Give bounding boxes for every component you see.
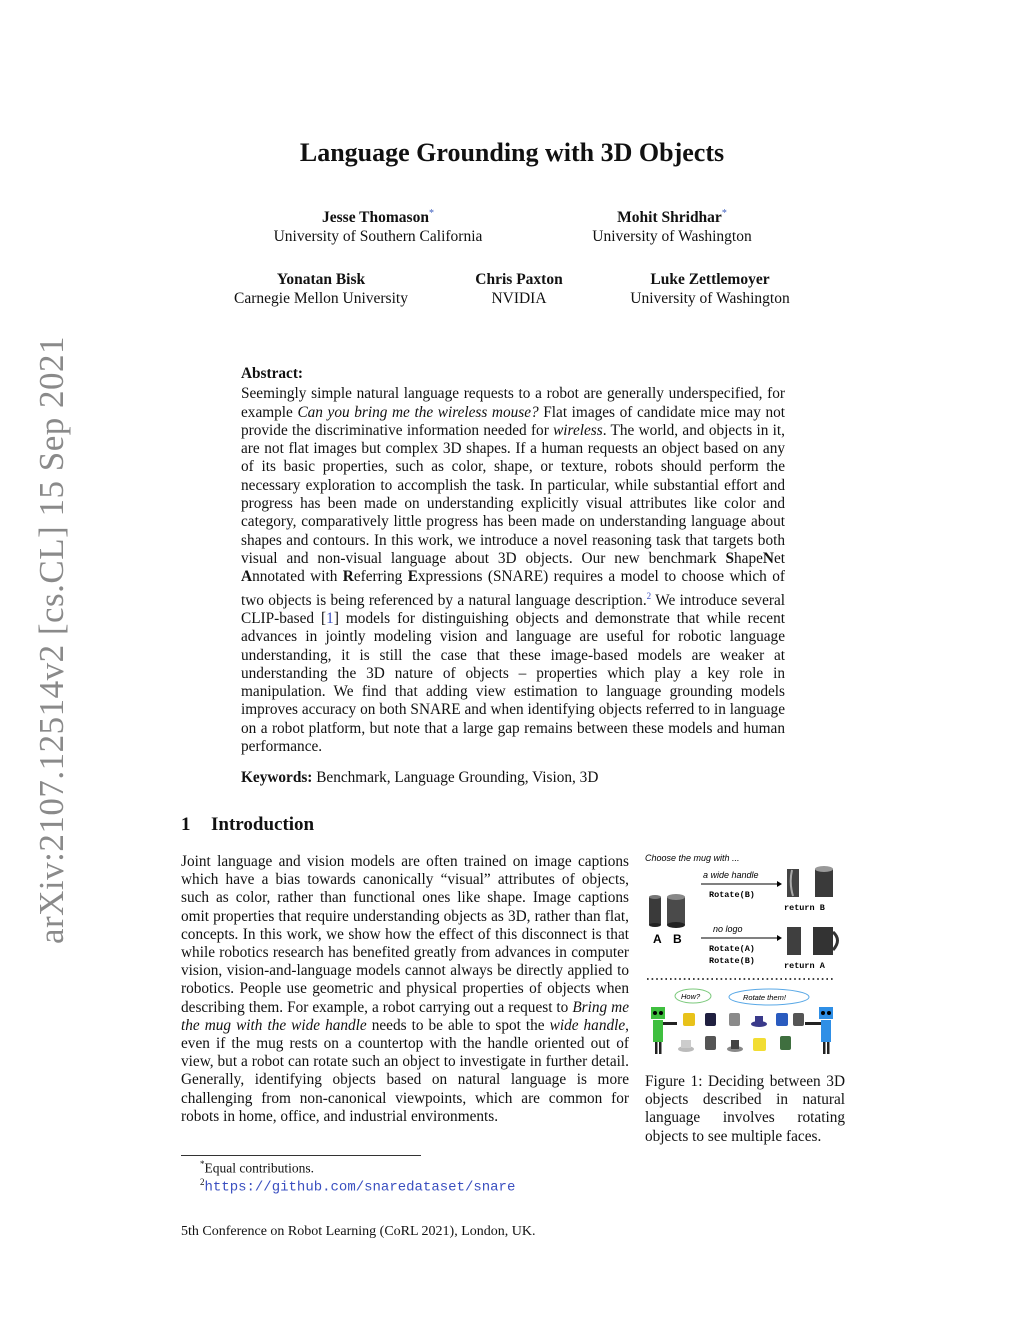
- footnote-1: [200, 1159, 314, 1177]
- human-icon: [805, 1007, 833, 1054]
- abstract-text: hape: [734, 549, 763, 567]
- robot-icon: [651, 1007, 677, 1054]
- abstract-emphasis: wireless: [553, 421, 603, 439]
- author-block: [211, 270, 431, 308]
- mug-collection-icon: [678, 1013, 804, 1052]
- keywords-label: Keywords:: [241, 769, 313, 786]
- abstract-body: [241, 385, 785, 756]
- mug-a-icon: [649, 895, 661, 927]
- author-mark: *: [428, 208, 434, 219]
- section-title: Introduction: [211, 814, 315, 835]
- author-block: [557, 204, 787, 246]
- acronym-letter: S: [725, 549, 734, 567]
- figure-1: [643, 850, 843, 1065]
- label-b: B: [673, 932, 682, 946]
- section-heading: [181, 814, 314, 836]
- abstract-text: et: [773, 549, 785, 567]
- section-number: 1: [181, 814, 191, 835]
- intro-text: , even if the mug rests on a countertop with the handle oriented out of view, but a robot can rotate such an object to investigate in further detail. Generally, identifying objects based on natural language is more challenging from non-canonical viewpoints, which are common for robots in home, office, and industrial environments.: [181, 1016, 629, 1125]
- acronym-letter: N: [762, 549, 774, 567]
- abstract-text: Flat images of candidate mice may not provide the discriminative information needed for: [241, 403, 786, 439]
- footnote-link[interactable]: 2: [646, 590, 652, 601]
- author-name: Mohit Shridhar: [617, 209, 722, 227]
- author-name: Luke Zettlemoyer: [650, 271, 770, 288]
- desc-wide-handle: a wide handle: [703, 870, 759, 880]
- intro-emphasis: Bring me the mug with the wide handle: [181, 998, 629, 1034]
- author-block: [228, 204, 528, 246]
- author-mark: *: [721, 208, 727, 219]
- author-affiliation: University of Washington: [592, 228, 752, 246]
- author-name: Jesse Thomason: [322, 209, 429, 227]
- footnote-mark: *: [200, 1159, 205, 1169]
- abstract-text: eferring: [353, 568, 408, 586]
- arrow-head-icon: [777, 881, 782, 887]
- intro-text: Joint language and vision models are often trained on image captions which have a bias towards canonically “visual” attributes of objects, such as color, rather than functional ones like shape. Image captions omit properties that require understanding objects as 3D, rather than flat, concepts. In this work, we show how the effect of this disconnect is that while robotics research has benefited greatly from advances in computer vision, vision-and-language models cannot always be directly applied to robotics. People use geometric and physical properties of objects when describing them. For example, a robot carrying out a request to: [181, 853, 629, 1016]
- author-affiliation: Carnegie Mellon University: [234, 290, 408, 307]
- author-block: [444, 270, 594, 308]
- bubble-rotate-text: Rotate them!: [743, 993, 786, 1002]
- footnote-2: [200, 1177, 515, 1196]
- abstract-text: ] models for distinguishing objects and demonstrate that while recent advances in jointly modeling vision and language are useful for robotic language understanding, it is still the case that these image-based models are weaker at understanding the 3D nature of objects – properties which play a key role in manipulation. We find that adding view estimation to language grounding models improves accuracy on both SNARE and when identifying objects referred to in language on a robot platform, but note that a large gap remains between these models and human performance.: [241, 609, 785, 756]
- abstract-text: nnotated with: [252, 568, 343, 586]
- intro-emphasis: wide handle: [549, 1016, 626, 1034]
- abstract-text: Seemingly simple natural language requests to a robot are generally underspecified, for example: [241, 385, 785, 421]
- arxiv-sidebar: arXiv:2107.12514v2 [cs.CL] 15 Sep 2021: [32, 335, 71, 945]
- figure-caption: Figure 1: Deciding between 3D objects described in natural language involves rotating objects to see multiple faces.: [645, 1073, 845, 1145]
- footnote-url-link[interactable]: https://github.com/snaredataset/snare: [204, 1179, 516, 1196]
- abstract-text: We introduce several CLIP-based [: [241, 591, 785, 627]
- mug-logo-icon: [787, 927, 838, 955]
- author-block: [605, 270, 815, 308]
- abstract-text: (SNARE) requires a model to choose which of two objects is being referenced by a natural language description.: [241, 568, 785, 609]
- abstract-emphasis: Can you bring me the wireless mouse?: [297, 403, 539, 421]
- author-affiliation: University of Washington: [630, 290, 790, 307]
- venue-line: 5th Conference on Robot Learning (CoRL 2021), London, UK.: [181, 1224, 536, 1239]
- arrow-head-icon: [777, 935, 782, 941]
- abstract-heading: Abstract:: [241, 365, 304, 382]
- footnote-text: Equal contributions.: [204, 1160, 314, 1176]
- author-affiliation: NVIDIA: [491, 290, 547, 307]
- bubble-how-text: How?: [681, 992, 701, 1001]
- action-rotate-b: Rotate(B): [709, 956, 755, 966]
- footnote-mark: 2: [200, 1177, 205, 1187]
- paper-title: Language Grounding with 3D Objects: [299, 138, 725, 167]
- action-rotate-a: Rotate(A): [709, 944, 755, 954]
- intro-text: needs to be able to spot the: [366, 1016, 550, 1034]
- keywords-text: Benchmark, Language Grounding, Vision, 3D: [312, 769, 599, 786]
- footnote-rule: [181, 1155, 421, 1156]
- keywords: [241, 769, 801, 787]
- author-name: Chris Paxton: [475, 271, 563, 288]
- return-a: return A: [784, 961, 825, 971]
- abstract-text: xpressions: [417, 568, 483, 586]
- return-b: return B: [784, 903, 825, 913]
- acronym-letter: E: [407, 568, 418, 586]
- author-affiliation: University of Southern California: [273, 228, 483, 246]
- acronym-letter: A: [241, 568, 253, 586]
- intro-paragraph: [181, 853, 629, 1126]
- figure-prompt: Choose the mug with ...: [645, 853, 740, 863]
- author-name: Yonatan Bisk: [276, 271, 366, 288]
- abstract-text: . The world, and objects in it, are not flat images but complex 3D shapes. If a human requests an object based on any of its basic properties, such as color, shape, or texture, robots should perform the necessary exploration to accomplish the task. In particular, while substantial effort and progress has been made on understanding explicitly visual attributes like color and category, comparatively little progress has been made on understanding language about shapes and contours. In this work, we introduce a novel reasoning task that targets both visual and non-visual language about 3D objects. Our new benchmark: [241, 421, 785, 567]
- label-a: A: [653, 932, 662, 946]
- mug-rotated-icon: [787, 866, 833, 897]
- citation-link[interactable]: 1: [326, 609, 334, 627]
- action-rotate-b: Rotate(B): [709, 890, 755, 900]
- desc-no-logo: no logo: [713, 924, 743, 934]
- abstract: [241, 365, 785, 756]
- mug-b-icon: [667, 894, 685, 928]
- acronym-letter: R: [342, 568, 354, 586]
